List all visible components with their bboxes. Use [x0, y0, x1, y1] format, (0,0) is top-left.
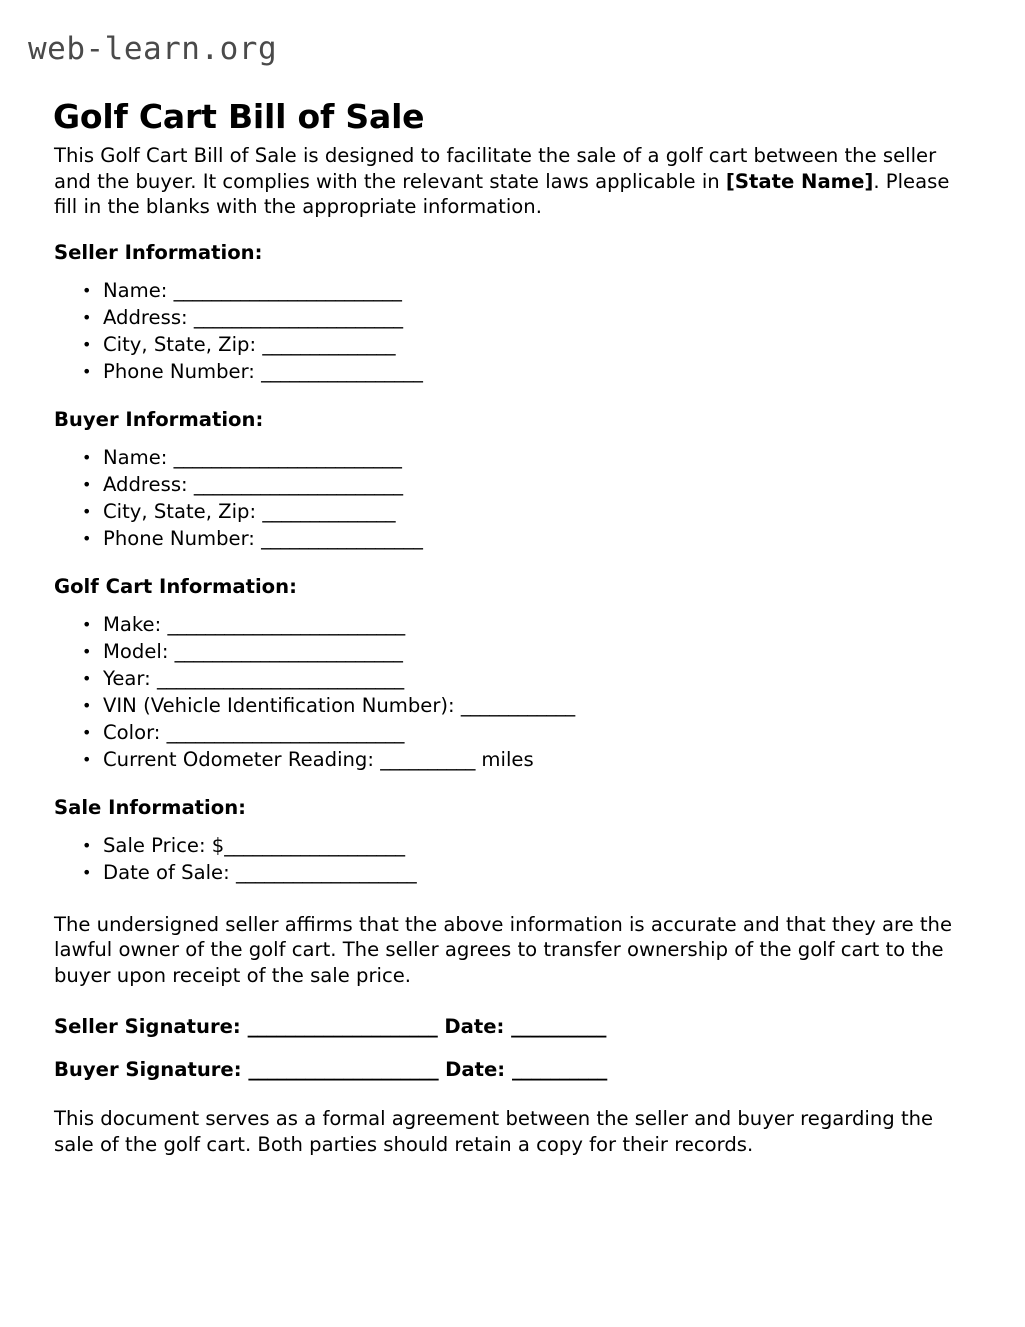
list-item: [103, 331, 959, 358]
field-label: City, State, Zip:: [103, 499, 263, 523]
field-label: Sale Price: $: [103, 833, 225, 857]
field-label: VIN (Vehicle Identification Number):: [103, 693, 461, 717]
field-blank[interactable]: ________________________: [174, 639, 403, 663]
field-blank[interactable]: __________: [380, 747, 476, 771]
buyer-signature-blank[interactable]: ____________________: [248, 1058, 439, 1081]
list-item: [103, 638, 959, 665]
field-list-golf-cart-information: [54, 611, 959, 773]
list-item: [103, 859, 959, 886]
field-label: Model:: [103, 639, 175, 663]
affirmation-paragraph: The undersigned seller affirms that the above information is accurate and that they are the lawful owner of the golf cart. The seller agrees to transfer ownership of the golf cart to the buyer upon receipt of the sale price.: [54, 912, 953, 987]
seller-date-blank[interactable]: __________: [511, 1015, 607, 1038]
field-blank[interactable]: ______________: [262, 499, 396, 523]
field-label: Address:: [103, 305, 194, 329]
buyer-date-blank[interactable]: __________: [511, 1058, 607, 1081]
list-item: [103, 304, 959, 331]
field-blank[interactable]: ________________________: [173, 278, 402, 302]
field-label: Current Odometer Reading:: [103, 747, 381, 771]
field-blank[interactable]: ______________: [262, 332, 396, 356]
list-item: [103, 471, 959, 498]
field-label: Name:: [103, 278, 174, 302]
field-blank[interactable]: _________________: [261, 526, 423, 550]
field-list-buyer-information: [54, 444, 959, 552]
list-item: [103, 525, 959, 552]
list-item: [103, 692, 959, 719]
section-heading-seller-information: Seller Information:: [54, 240, 263, 264]
closing-paragraph: This document serves as a formal agreement between the seller and buyer regarding the sale of the golf cart. Both parties should retain a copy for their records.: [54, 1107, 934, 1156]
field-label: Phone Number:: [103, 526, 262, 550]
seller-signature-line: [54, 1014, 959, 1039]
field-blank[interactable]: _________________________: [166, 720, 405, 744]
field-blank[interactable]: __________________________: [156, 666, 404, 690]
site-logo: web-learn.org: [28, 31, 278, 67]
field-suffix: miles: [475, 747, 534, 771]
list-item: [103, 611, 959, 638]
list-item: [103, 498, 959, 525]
buyer-signature-line: [54, 1057, 959, 1082]
field-label: Date of Sale:: [103, 860, 236, 884]
field-label: Make:: [103, 612, 168, 636]
field-blank[interactable]: _________________________: [167, 612, 405, 636]
page-title: Golf Cart Bill of Sale: [53, 97, 425, 137]
seller-signature-blank[interactable]: ____________________: [247, 1015, 438, 1038]
field-label: City, State, Zip:: [103, 332, 263, 356]
field-label: Address:: [103, 472, 194, 496]
section-heading-golf-cart-information: Golf Cart Information:: [54, 574, 297, 598]
field-blank[interactable]: ________________________: [173, 445, 402, 469]
field-list-sale-information: [54, 832, 959, 886]
buyer-signature-label: Buyer Signature:: [54, 1058, 249, 1081]
list-item: [103, 719, 959, 746]
field-blank[interactable]: ______________________: [193, 472, 403, 496]
field-label: Phone Number:: [103, 359, 262, 383]
field-label: Year:: [103, 666, 157, 690]
intro-paragraph: [54, 143, 959, 220]
state-name-placeholder: [State Name]: [725, 169, 874, 193]
section-heading-sale-information: Sale Information:: [54, 795, 247, 819]
seller-date-label: Date:: [437, 1015, 512, 1038]
field-list-seller-information: [54, 277, 959, 385]
field-label: Name:: [103, 445, 174, 469]
field-label: Color:: [103, 720, 167, 744]
list-item: [103, 746, 959, 773]
intro-text-tail: . Please fill in the blanks with the appropriate information.: [54, 169, 950, 218]
list-item: [103, 358, 959, 385]
field-blank[interactable]: ___________________: [224, 833, 405, 857]
list-item: [103, 277, 959, 304]
list-item: [103, 444, 959, 471]
section-heading-buyer-information: Buyer Information:: [54, 407, 264, 431]
list-item: [103, 665, 959, 692]
field-blank[interactable]: ____________: [460, 693, 575, 717]
list-item: [103, 832, 959, 859]
buyer-date-label: Date:: [438, 1058, 512, 1081]
field-blank[interactable]: _________________: [261, 359, 423, 383]
field-blank[interactable]: ___________________: [235, 860, 417, 884]
intro-text-lead: This Golf Cart Bill of Sale is designed to facilitate the sale of a golf cart between the seller and the buyer. It complies with the relevant state laws applicable in: [54, 144, 937, 193]
seller-signature-label: Seller Signature:: [54, 1015, 248, 1038]
document-body: [54, 143, 959, 1157]
field-blank[interactable]: ______________________: [193, 305, 403, 329]
